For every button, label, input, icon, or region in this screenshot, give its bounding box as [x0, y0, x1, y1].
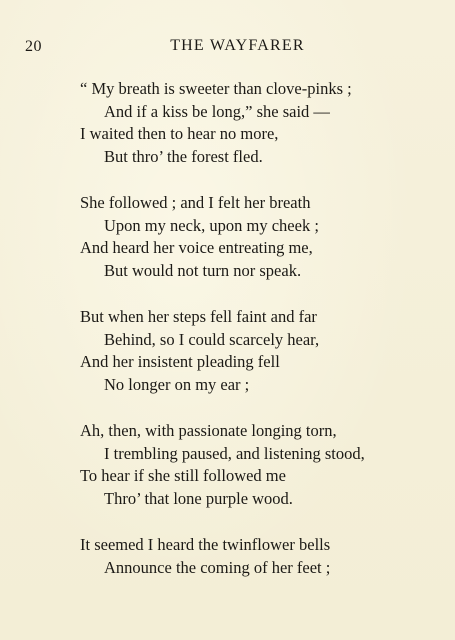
poem-line: Ah, then, with passionate longing torn,: [80, 421, 337, 440]
running-title: THE WAYFARER: [170, 37, 305, 54]
stanza: [80, 192, 450, 282]
poem-line: To hear if she still followed me: [80, 466, 286, 485]
poem-line: But when her steps fell faint and far: [80, 307, 317, 326]
stanza: [80, 306, 450, 396]
poem-line: No longer on my ear ;: [104, 374, 250, 394]
poem-line: But would not turn nor speak.: [104, 260, 302, 280]
poem-line: Thro’ that lone purple wood.: [104, 488, 293, 508]
poem-line: She followed ; and I felt her breath: [80, 193, 311, 212]
stanza-break: [80, 168, 450, 192]
poem-line: But thro’ the forest fled.: [104, 146, 263, 166]
poem-body: [80, 78, 450, 579]
stanza-break: [80, 510, 450, 534]
stanza-break: [80, 396, 450, 420]
poem-line: I trembling paused, and listening stood,: [104, 443, 365, 463]
poem-line: Behind, so I could scarcely hear,: [104, 329, 320, 349]
poem-line: Upon my neck, upon my cheek ;: [104, 215, 319, 235]
poem-line: I waited then to hear no more,: [80, 124, 279, 143]
stanza-break: [80, 282, 450, 306]
stanza: [80, 534, 450, 579]
page-number: 20: [25, 38, 42, 55]
poem-line: It seemed I heard the twinflower bells: [80, 535, 331, 554]
poem-line: “ My breath is sweeter than clove-pinks ;: [80, 79, 352, 98]
poem-line: And heard her voice entreating me,: [80, 238, 313, 257]
poem-line: And if a kiss be long,” she said —: [104, 101, 330, 121]
stanza: [80, 78, 450, 168]
poem-line: And her insistent pleading fell: [80, 352, 280, 371]
poem-line: Announce the coming of her feet ;: [104, 557, 331, 577]
stanza: [80, 420, 450, 510]
